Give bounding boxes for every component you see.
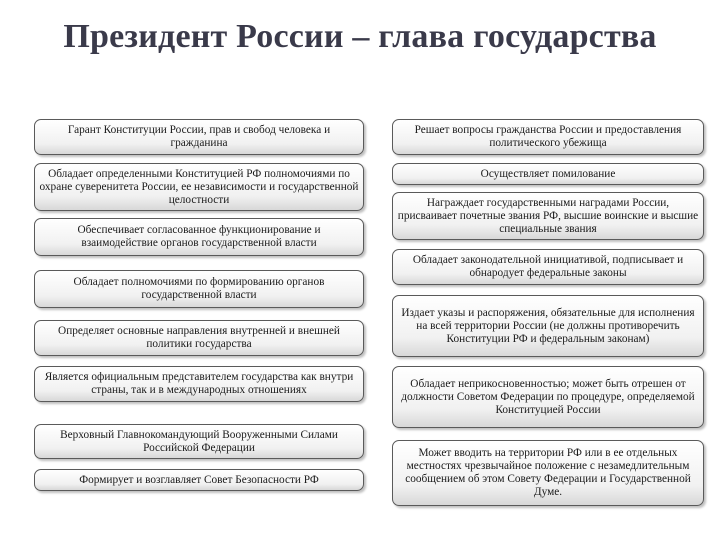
- power-text: Определяет основные направления внутренней и внешней политики государства: [58, 325, 340, 350]
- power-text: Обладает определенными Конституцией РФ полномочиями по охране суверенитета России, ее независимости и государственной целостности: [39, 167, 359, 206]
- power-box-pardon: [392, 163, 704, 185]
- power-text: Награждает государственными наградами России, присваивает почетные звания РФ, высшие воинские и высшие специальные звания: [397, 196, 699, 235]
- page-title: Президент России – глава государства: [63, 18, 657, 55]
- power-text: Гарант Конституции России, прав и свобод человека и гражданина: [67, 124, 331, 149]
- power-box-security-council: [34, 469, 364, 491]
- power-text: Формирует и возглавляет Совет Безопасности РФ: [79, 473, 319, 486]
- power-box-formation: [34, 270, 364, 308]
- power-box-citizenship: [392, 119, 704, 155]
- power-box-representative: [34, 366, 364, 402]
- power-text: Обеспечивает согласованное функционирование и взаимодействие органов государственной власти: [77, 224, 321, 249]
- power-box-sovereignty: [34, 163, 364, 211]
- power-text: Обладает полномочиями по формированию органов государственной власти: [73, 276, 325, 301]
- power-text: Обладает неприкосновенностью; может быть отрешен от должности Советом Федерации по процедуре, определяемой Конституцией России: [401, 377, 695, 416]
- power-box-decrees: [392, 295, 704, 357]
- power-box-immunity: [392, 366, 704, 428]
- power-text: Может вводить на территории РФ или в ее отдельных местностях чрезвычайное положение с незамедлительным сообщением об этом Совету Федерации и Государственной Думе.: [405, 447, 691, 498]
- power-text: Верховный Главнокомандующий Вооруженными Силами Российской Федерации: [60, 428, 338, 454]
- power-box-legislative: [392, 249, 704, 285]
- power-box-commander: [34, 424, 364, 459]
- power-text: Является официальным представителем государства как внутри страны, так и в международных отношениях: [44, 371, 354, 396]
- power-box-policy: [34, 320, 364, 356]
- power-text: Решает вопросы гражданства России и предоставления политического убежища: [414, 124, 682, 149]
- power-text: Осуществляет помилование: [480, 167, 616, 180]
- power-box-emergency: [392, 440, 704, 506]
- power-text: Обладает законодательной инициативой, подписывает и обнародует федеральные законы: [412, 254, 684, 279]
- power-box-awards: [392, 192, 704, 240]
- power-box-guarantor: [34, 119, 364, 155]
- power-text: Издает указы и распоряжения, обязательные для исполнения на всей территории России (не должны противоречить Конституции РФ и федеральным законам): [401, 306, 695, 345]
- power-box-coordination: [34, 218, 364, 256]
